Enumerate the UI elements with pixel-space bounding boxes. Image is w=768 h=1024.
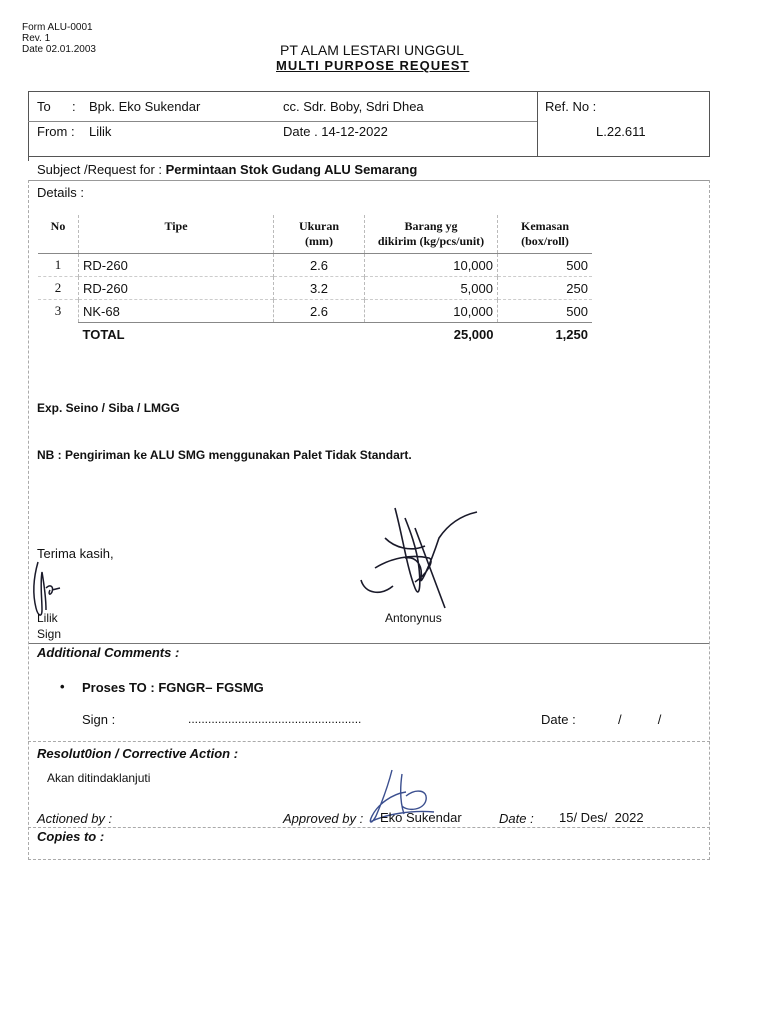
form-code: Form ALU-0001 [22,22,93,33]
table-row [38,300,592,323]
col-barang: Barang yg dikirim (kg/pcs/unit) [365,215,498,254]
comment-sign-label: Sign : [82,712,116,727]
actioned-label: Actioned by : [37,811,113,826]
subject-value: Permintaan Stok Gudang ALU Semarang [165,162,418,177]
table-total-row [38,323,592,346]
request-date: Date . 14-12-2022 [283,124,388,139]
ref-label: Ref. No : [545,99,597,114]
comment-date-label: Date : [541,712,576,727]
table-row [38,277,592,300]
subject-line [37,162,417,177]
from-value: Lilik [89,124,112,139]
company-name: PT ALAM LESTARI UNGGUL [280,42,464,58]
approved-name: Eko Sukendar [380,810,462,825]
form-rev: Rev. 1 [22,33,51,44]
resolution-title: Resolut0ion / Corrective Action : [37,746,239,761]
cell-ukuran: 2.6 [274,254,365,277]
cell-barang: 10,000 [365,254,498,277]
cell-tipe: RD-260 [79,277,274,300]
copies-label: Copies to : [37,829,105,844]
cell-no: 1 [38,254,79,277]
cell-tipe: NK-68 [79,300,274,323]
nb-note: NB : Pengiriman ke ALU SMG menggunakan Palet Tidak Standart. [37,448,412,462]
resolution-date-value: 15/ Des/ 2022 [559,810,644,825]
comments-title: Additional Comments : [37,645,180,660]
col-no: No [38,215,79,254]
resolution-date-label: Date : [499,811,534,826]
details-label: Details : [37,185,84,200]
total-kemasan: 1,250 [498,323,593,346]
col-ukuran: Ukuran (mm) [274,215,365,254]
ref-number: L.22.611 [596,124,646,139]
from-label: From : [37,124,75,139]
to-value: Bpk. Eko Sukendar [89,99,201,114]
table-header-row [38,215,592,254]
resolution-note: Akan ditindaklanjuti [47,771,151,785]
cell-tipe: RD-260 [79,254,274,277]
comment-item: Proses TO : FGNGR– FGSMG [82,680,264,695]
cell-no: 3 [38,300,79,323]
approved-label: Approved by : [283,811,364,826]
to-separator: : [72,99,76,114]
expedition-note: Exp. Seino / Siba / LMGG [37,401,180,415]
total-label: TOTAL [79,323,274,346]
to-label: To [37,99,51,114]
sign-label: Sign [37,627,62,641]
cell-ukuran: 3.2 [274,277,365,300]
cc-value: cc. Sdr. Boby, Sdri Dhea [283,99,424,114]
cell-barang: 5,000 [365,277,498,300]
cell-kemasan: 500 [498,254,593,277]
subject-label: Subject /Request for : [37,162,163,177]
cell-kemasan: 250 [498,277,593,300]
approver-name: Antonynus [385,611,442,625]
cell-no: 2 [38,277,79,300]
comment-date-value: / / [618,712,662,727]
items-table [38,215,592,345]
comment-sign-line: .................................................... [188,712,362,726]
col-kemasan: Kemasan (box/roll) [498,215,593,254]
total-barang: 25,000 [365,323,498,346]
approver-signature [355,498,485,628]
cell-ukuran: 2.6 [274,300,365,323]
form-date: Date 02.01.2003 [22,44,96,55]
cell-kemasan: 500 [498,300,593,323]
cell-barang: 10,000 [365,300,498,323]
sender-name: Lilik [37,611,58,625]
form-title: MULTI PURPOSE REQUEST [276,58,470,73]
bullet: • [60,679,65,694]
thanks-text: Terima kasih, [37,546,114,561]
table-row [38,254,592,277]
col-tipe: Tipe [79,215,274,254]
